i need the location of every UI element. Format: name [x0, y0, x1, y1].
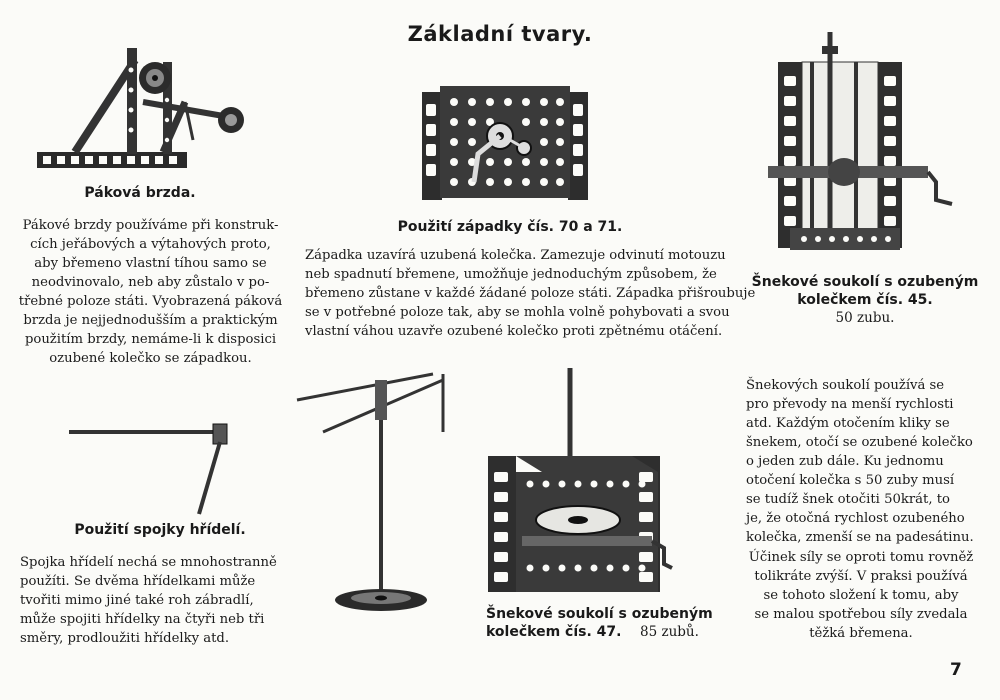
text-line: břemeno zůstane v každé žádané poloze státi. Západka přišroubuje: [305, 286, 756, 301]
heading-line: Šnekové soukolí s ozubeným: [751, 274, 979, 290]
worm-gear-45-illustration: [760, 32, 960, 260]
force-explanation: [746, 548, 976, 643]
worm-gear-45-heading: [740, 273, 990, 309]
worm-gear-45-teeth-note: 50 zubu.: [835, 310, 895, 326]
lever-brake-heading: Páková brzda.: [84, 185, 196, 201]
text-line: otočení kolečka s 50 zuby musí: [746, 473, 955, 488]
text-line: vlastní váhou uzavře ozubené kolečko proti zpětnému otáčení.: [305, 324, 723, 339]
lever-brake-text: [18, 216, 283, 368]
text-line: může spojiti hřídelky na čtyři neb tři: [20, 612, 265, 627]
text-line: kolečka, zmenší se na padesátinu.: [746, 530, 974, 545]
text-line: se malou spotřebou síly zvedala: [754, 607, 968, 622]
ratchet-heading: Použití západky čís. 70 a 71.: [397, 219, 623, 235]
page-title: Základní tvary.: [407, 22, 593, 46]
text-line: pro převody na menší rychlosti: [746, 397, 954, 412]
heading-line: Šnekové soukolí s ozubeným: [486, 606, 713, 622]
text-line: Šnekových soukolí používá se: [746, 378, 945, 393]
lever-brake-illustration: [35, 40, 250, 175]
shaft-coupling-illustration: [65, 418, 235, 518]
text-line: Západka uzavírá uzubená kolečka. Zamezuje odvinutí motouzu: [305, 248, 726, 263]
text-line: těžká břemena.: [809, 626, 913, 641]
worm-gear-explanation: [746, 376, 976, 547]
heading-line: kolečkem čís. 45.: [797, 292, 933, 308]
shaft-coupling-text: [20, 553, 290, 648]
text-line: použíti. Se dvěma hřídelkami může: [20, 574, 256, 589]
text-line: šnekem, otočí se ozubené kolečko: [746, 435, 973, 450]
text-line: Spojka hřídelí nechá se mnohostranně: [20, 555, 277, 570]
text-line: brzda je nejjednodušším a praktickým: [23, 313, 278, 328]
heading-line: kolečkem čís. 47.: [486, 624, 622, 640]
text-line: tolikráte zvýší. V praksi používá: [754, 569, 968, 584]
text-line: atd. Každým otočením kliky se: [746, 416, 950, 431]
text-line: se v potřebné poloze tak, aby se mohla volně pohybovati a svou: [305, 305, 730, 320]
ratchet-text: [305, 246, 756, 341]
text-line: je, že otočná rychlost ozubeného: [746, 511, 965, 526]
page-number: 7: [950, 660, 962, 680]
text-line: použitím brzdy, nemáme-li k disposici: [24, 332, 277, 347]
text-line: směry, prodloužiti hřídelky atd.: [20, 631, 230, 646]
text-line: třebné poloze státi. Vyobrazená páková: [18, 294, 283, 309]
text-line: neb spadnutí břemene, umožňuje jednoduchým způsobem, že: [305, 267, 717, 282]
text-line: ozubené kolečko se západkou.: [49, 351, 252, 366]
text-line: se tohoto složení k tomu, aby: [763, 588, 959, 603]
shaft-stand-illustration: [293, 372, 463, 622]
ratchet-illustration: [420, 82, 590, 204]
text-line: tvořiti mimo jiné také roh zábradlí,: [20, 593, 254, 608]
text-line: o jeden zub dále. Ku jednomu: [746, 454, 944, 469]
text-line: se tudíž šnek otočiti 50krát, to: [746, 492, 950, 507]
text-line: neodvinovalo, neb aby zůstalo v po-: [31, 275, 270, 290]
text-line: Pákové brzdy používáme při konstruk-: [22, 218, 279, 233]
text-line: aby břemeno vlastní tíhou samo se: [34, 256, 267, 271]
text-line: cích jeřábových a výtahových proto,: [30, 237, 271, 252]
worm-gear-47-teeth-note: 85 zubů.: [640, 624, 699, 640]
text-line: Účinek síly se oproti tomu rovněž: [748, 550, 974, 565]
worm-gear-47-illustration: [482, 368, 672, 606]
shaft-coupling-heading: Použití spojky hřídelí.: [74, 522, 246, 538]
